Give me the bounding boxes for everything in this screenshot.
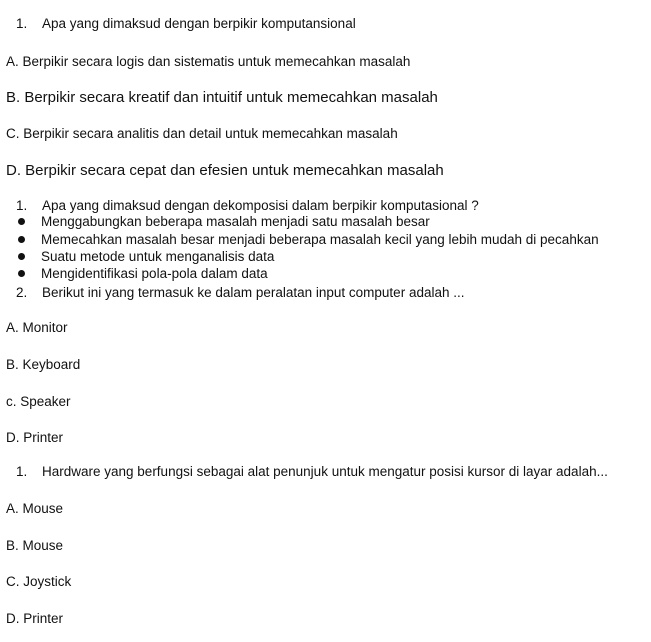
- question-number: 1.: [16, 16, 28, 31]
- option-d: D. Printer: [6, 611, 64, 626]
- option-c: c. Speaker: [6, 394, 71, 409]
- question-number: 1.: [16, 198, 28, 213]
- bullet-text: Menggabungkan beberapa masalah menjadi satu masalah besar: [41, 214, 430, 229]
- bullet-item: [18, 266, 268, 282]
- bullet-text: Mengidentifikasi pola-pola dalam data: [41, 266, 268, 281]
- bullet-text: Memecahkan masalah besar menjadi beberapa masalah kecil yang lebih mudah di pecahkan: [41, 232, 599, 247]
- option-c: C. Berpikir secara analitis dan detail untuk memecahkan masalah: [6, 126, 398, 141]
- bullet-icon: [18, 236, 25, 243]
- bullet-text: Suatu metode untuk menganalisis data: [41, 249, 275, 264]
- bullet-item: [18, 249, 274, 265]
- question-text: Berikut ini yang termasuk ke dalam peralatan input computer adalah ...: [42, 285, 465, 300]
- question-number: 2.: [16, 285, 28, 300]
- question-1: [16, 16, 356, 32]
- option-d: D. Printer: [6, 430, 64, 445]
- option-a: A. Berpikir secara logis dan sistematis untuk memecahkan masalah: [6, 54, 411, 69]
- bullet-icon: [18, 270, 25, 277]
- question-text: Hardware yang berfungsi sebagai alat penunjuk untuk mengatur posisi kursor di layar adalah...: [42, 464, 608, 479]
- bullet-icon: [18, 253, 25, 260]
- question-2: [16, 198, 479, 214]
- question-text: Apa yang dimaksud dengan berpikir komputansional: [42, 16, 356, 31]
- option-b: B. Berpikir secara kreatif dan intuitif untuk memecahkan masalah: [6, 89, 438, 106]
- option-c: C. Joystick: [6, 574, 72, 589]
- question-number: 1.: [16, 464, 28, 479]
- question-4: [16, 464, 608, 480]
- bullet-icon: [18, 218, 25, 225]
- question-text: Apa yang dimaksud dengan dekomposisi dalam berpikir komputasional ?: [42, 198, 479, 213]
- option-b: B. Keyboard: [6, 357, 81, 372]
- option-a: A. Monitor: [6, 320, 68, 335]
- option-d: D. Berpikir secara cepat dan efesien untuk memecahkan masalah: [6, 162, 444, 179]
- bullet-item: [18, 232, 599, 248]
- option-b: B. Mouse: [6, 538, 64, 553]
- bullet-item: [18, 214, 430, 230]
- option-a: A. Mouse: [6, 501, 64, 516]
- question-3: [16, 285, 464, 301]
